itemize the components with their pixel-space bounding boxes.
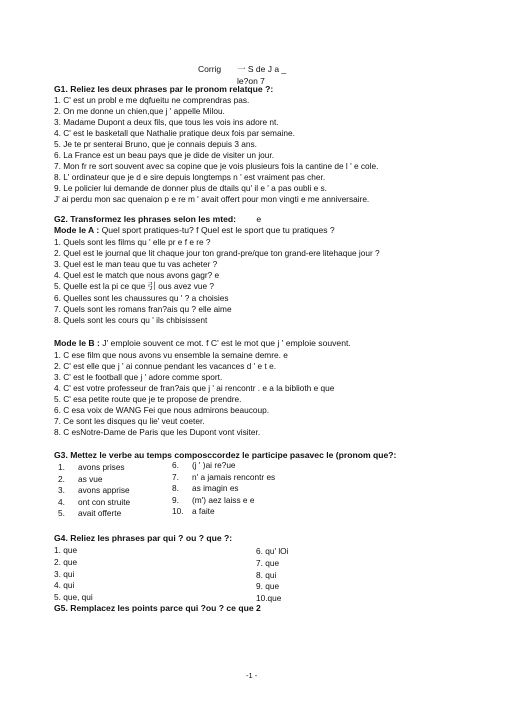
g1-item: 3. Madame Dupont a deux fils, que tous les vois ins adore nt.: [54, 117, 279, 127]
g3-left-column: [58, 462, 130, 520]
g2-b-item: 7. Ce sont les disques qu lie' veut coeter.: [54, 416, 205, 426]
g2-b-item: 8. C esNotre-Dame de Paris que les Dupont vont visiter.: [54, 427, 261, 437]
g2-title-tail: e: [256, 214, 262, 224]
g4-right-column: [256, 546, 288, 605]
g4-answer: 9. que: [256, 581, 280, 592]
g2-mode-a-example: Quel sport pratiques-tu? f Quel est le sport que tu pratiques ?: [99, 225, 335, 235]
g4-answer: 10.que: [256, 593, 282, 604]
g2-a-item: 7. Quels sont les romans fran?ais qu ? elle aime: [54, 304, 232, 314]
g2-title: [54, 214, 261, 225]
g2-mode-b-example: J' emploie souvent ce mot. f C' est le mot que j ' emploie souvent.: [99, 338, 351, 348]
g2-a-item: 6. Quelles sont les chaussures qu ' ? a choisies: [54, 293, 229, 303]
g1-title: G1. Reliez les deux phrases par le pronom relatque ?:: [54, 84, 274, 94]
g4-answer: 1. que: [54, 545, 78, 555]
page-number: -1 -: [246, 671, 258, 680]
g2-b-item: 3. C' est le football que j ' adore comme sport.: [54, 372, 223, 382]
g2-b-item: 4. C' est votre professeur de fran?ais que j ' ai rencontr . e a la biblioth e que: [54, 383, 335, 393]
g1-item: 5. Je te pr senterai Bruno, que je connais depuis 3 ans.: [54, 139, 257, 149]
g2-a-item: 2. Quel est le journal que lit chaque jour ton grand-pre/que ton grand-ere litehaque jour ?: [54, 248, 380, 258]
g3-answer: 6. (j ' )ai re?ue: [172, 460, 236, 470]
g4-answer: 3. qui: [54, 568, 75, 579]
g3-answer: 7. n' a jamais rencontr es: [172, 471, 276, 482]
g2-b-item: 1. C ese film que nous avons vu ensemble la semaine demre. e: [54, 350, 288, 360]
g2-title-text: G2. Transformez les phrases selon les mted:: [54, 214, 236, 224]
g2-a-item: 3. Quel est le man teau que tu vas acheter ?: [54, 259, 218, 269]
g4-answer: 8. qui: [256, 569, 277, 580]
g4-answer: 4. qui: [54, 580, 75, 591]
g4-title: G4. Reliez les phrases par qui ? ou ? que ?:: [54, 533, 233, 543]
g3-answer: 2. as vue: [58, 473, 103, 484]
g1-item: 6. La France est un beau pays que je dide de visiter un jour.: [54, 150, 275, 160]
g2-a-item: 8. Quels sont les cours qu ' ils chbisissent: [54, 315, 208, 325]
g4-left-column: [54, 545, 93, 604]
g1-item: 9. Le policier lui demande de donner plus de dtails qu' il e ' a pas oubli e s.: [54, 183, 327, 193]
g5-title: G5. Remplacez les points parce qui ?ou ? ce que 2: [54, 603, 261, 613]
g4-answer: 2. que: [54, 556, 78, 567]
g4-answer: 7. que: [256, 557, 280, 568]
g3-answer: 8. as imagin es: [172, 483, 239, 494]
g1-item: 2. On me donne un chien,que j ' appelle Milou.: [54, 106, 225, 116]
g3-answer: 5. avait offerte: [58, 508, 122, 519]
g3-answer: 9. (m') aez laiss e e: [172, 494, 255, 505]
g2-mode-a: [54, 225, 335, 236]
g3-answer: 3. avons apprise: [58, 485, 130, 496]
g2-b-item: 6. C esa voix de WANG Fei que nous admirons beaucoup.: [54, 405, 270, 415]
g1-item: 4. C' est le basketall que Nathalie pratique deux fois par semaine.: [54, 128, 295, 138]
g3-right-column: [172, 460, 275, 518]
g1-item: 7. Mon fr re sort souvent avec sa copine que je vois plusieurs fois la cantine de l ' e cole.: [54, 161, 379, 171]
g4-answer: 5. que, qui: [54, 592, 93, 603]
g2-a-item: 1. Quels sont les films qu ' elle pr e f e re ?: [54, 237, 211, 247]
g2-b-item: 5. C' esa petite route que je te propose de prendre.: [54, 394, 242, 404]
doc-title-sub: le?on 7: [237, 76, 265, 86]
g2-b-item: 2. C' est elle que j ' ai connue pendant les vacances d ' e t e.: [54, 361, 276, 371]
g4-answer: 6. qu' lOi: [256, 546, 289, 556]
g1-item: 8. L' ordinateur que je d e sire depuis longtemps n ' est vraiment pas cher.: [54, 172, 326, 182]
g1-item: 1. C' est un probl e me dqfueitu ne comprendras pas.: [54, 95, 250, 105]
g3-answer: 1. avons prises: [58, 462, 125, 472]
g2-a-item: 5. Quelle est la pi ce que 引 ous avez vue ?: [54, 281, 215, 291]
g2-mode-a-label: Mode le A :: [54, 225, 100, 235]
doc-title-mid: 一 S de J a _: [237, 64, 287, 74]
doc-title-left: Corrig: [198, 64, 222, 74]
g3-answer: 4. ont con struite: [58, 496, 131, 507]
g1-item: J' ai perdu mon sac quenaion p e re m ' avait offert pour mon vingti e me anniversaire.: [54, 194, 370, 204]
g2-mode-b-label: Mode le B :: [54, 338, 100, 348]
g2-a-item: 4. Quel est le match que nous avons gagr? e: [54, 270, 220, 280]
g3-title: G3. Mettez le verbe au temps composccordez le participe pasavec le (pronom que?:: [54, 450, 397, 460]
g3-answer: 10. a faite: [172, 506, 215, 517]
g2-mode-b: [54, 338, 351, 349]
